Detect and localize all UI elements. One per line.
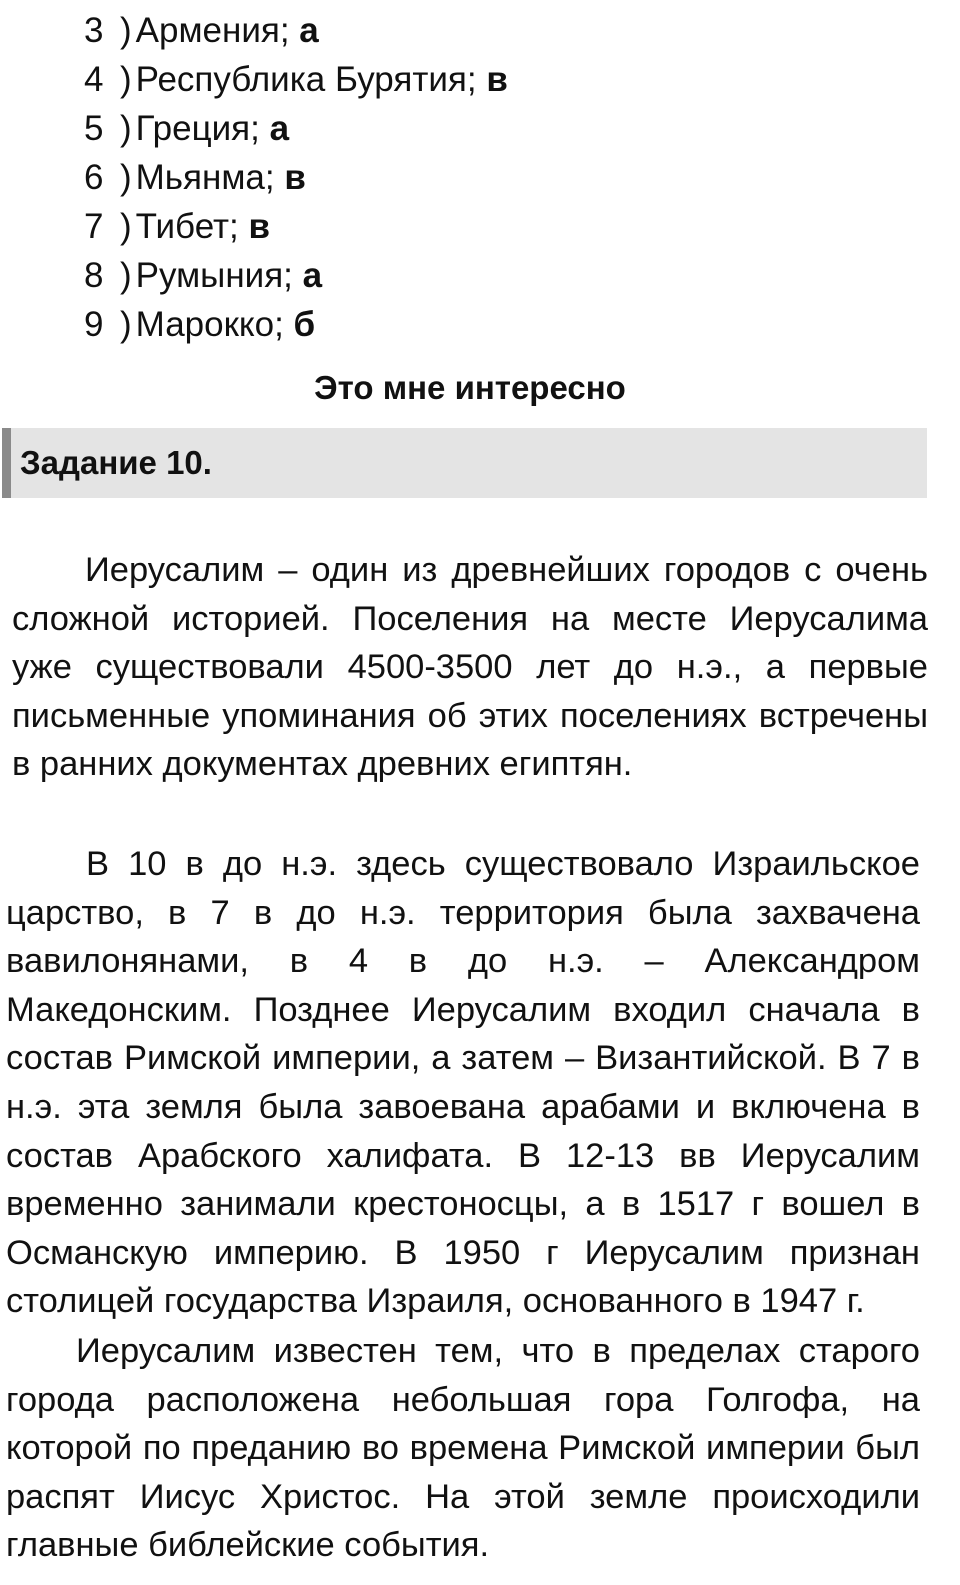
item-number: 8 (84, 256, 104, 295)
item-answer: в (284, 158, 306, 197)
item-text: Марокко; (135, 305, 284, 344)
item-answer: а (269, 109, 290, 148)
item-paren: ) (120, 256, 132, 295)
item-number: 7 (84, 207, 104, 246)
item-text: Республика Бурятия; (135, 60, 477, 99)
item-number: 9 (84, 305, 104, 344)
item-text: Мьянма; (135, 158, 275, 197)
paragraph-3: Иерусалим известен тем, что в пределах старого города расположена небольшая гора Голгофа, на которой по преданию во времена Римской империи был распят Иисус Христос. На этой земле происходили главные библейские события. (6, 1332, 920, 1565)
item-number: 5 (84, 109, 104, 148)
item-answer: в (486, 60, 508, 99)
answer-list (84, 6, 508, 349)
item-number: 3 (84, 11, 104, 50)
list-item (84, 202, 508, 251)
list-item (84, 153, 508, 202)
item-paren: ) (120, 305, 132, 344)
list-item (84, 300, 508, 349)
item-text: Армения; (135, 11, 290, 50)
list-item (84, 251, 508, 300)
item-paren: ) (120, 11, 132, 50)
paragraph-1: Иерусалим – один из древнейших городов с очень сложной историей. Поселения на месте Иерусалима уже существовали 4500-3500 лет до н.э., а первые письменные упоминания об этих поселениях встречены в ранних документах древних египтян. (12, 551, 928, 784)
section-heading: Это мне интересно (314, 369, 626, 406)
item-paren: ) (120, 207, 132, 246)
list-item (84, 104, 508, 153)
paragraph-2: В 10 в до н.э. здесь существовало Израильское царство, в 7 в до н.э. территория была захвачена вавилонянами, в 4 в до н.э. – Александром Македонским. Позднее Иерусалим входил сначала в состав Римской империи, а затем – Византийской. В 7 в н.э. эта земля была завоевана арабами и включена в состав Арабского халифата. В 12-13 вв Иерусалим временно занимали крестоносцы, а в 1517 г вошел в Османскую империю. В 1950 г Иерусалим признан столицей государства Израиля, основанного в 1947 г. (6, 845, 920, 1321)
item-text: Румыния; (135, 256, 293, 295)
item-paren: ) (120, 109, 132, 148)
item-answer: а (302, 256, 323, 295)
item-answer: а (299, 11, 319, 50)
item-paren: ) (120, 158, 132, 197)
item-answer: б (293, 305, 316, 344)
item-number: 4 (84, 60, 104, 99)
item-answer: в (248, 207, 271, 246)
item-text: Греция; (135, 109, 260, 148)
item-text: Тибет; (135, 207, 239, 246)
item-number: 6 (84, 158, 104, 197)
list-item (84, 55, 508, 104)
item-paren: ) (120, 60, 132, 99)
list-item (84, 6, 508, 55)
task-title: Задание 10. (20, 444, 212, 481)
task-header-bar (2, 428, 927, 498)
